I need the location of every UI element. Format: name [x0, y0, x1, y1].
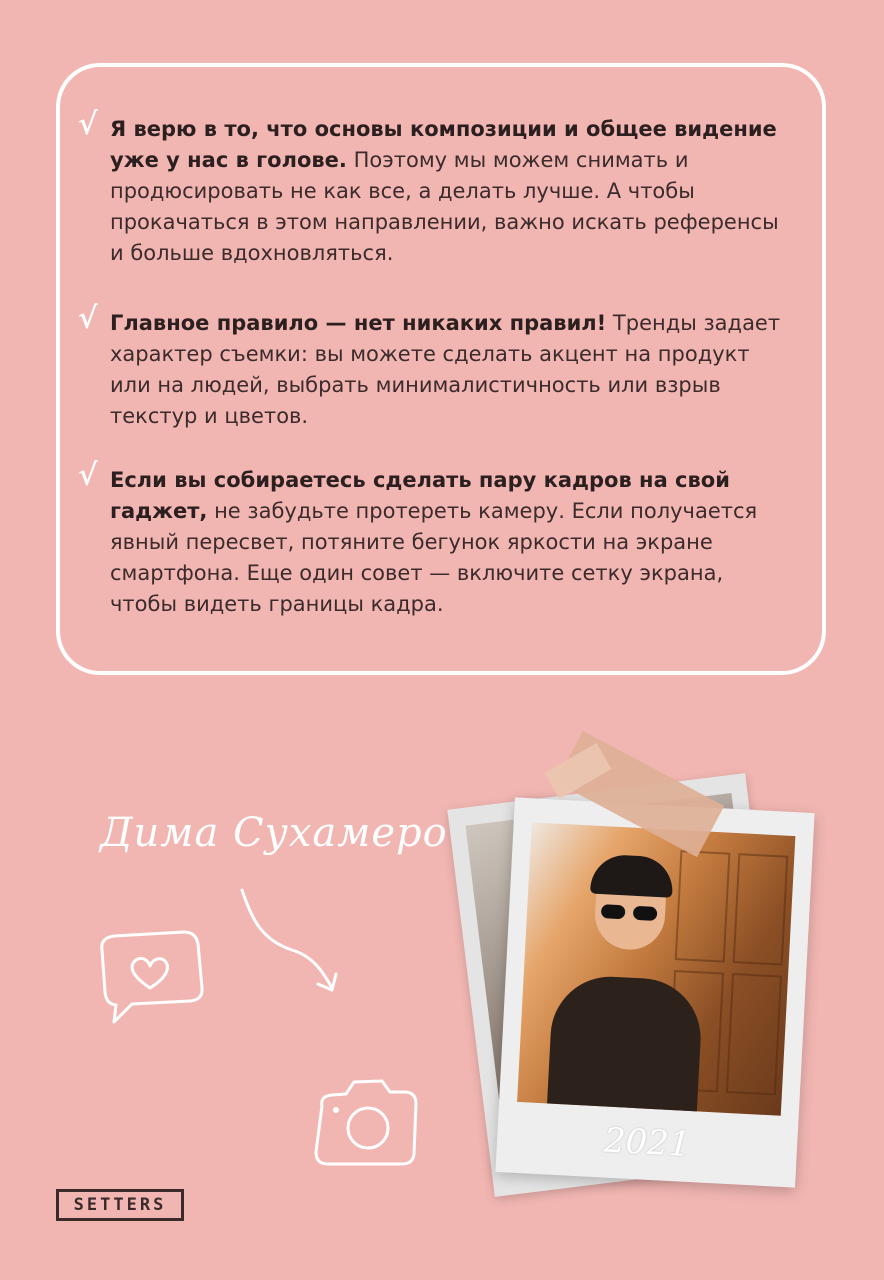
tip-3-bold: Если вы собираетесь сделать пару кадров на свой гаджет,: [110, 468, 730, 523]
polaroid-photo: [495, 797, 814, 1187]
door-panel: [726, 973, 782, 1095]
tip-1-text: [110, 114, 788, 269]
door-panel: [675, 850, 731, 962]
photo-caption: 2021: [602, 1120, 692, 1166]
camera-icon: [310, 1078, 422, 1170]
portrait-photo: [517, 822, 795, 1115]
check-icon: √: [78, 107, 98, 142]
person-hat: [590, 854, 674, 898]
tip-2-bold: Главное правило — нет никаких правил!: [110, 311, 607, 335]
check-icon: √: [78, 301, 98, 336]
tip-3-body: не забудьте протереть камеру. Если получается явный пересвет, потяните бегунок яркости на экране смартфона. Еще один совет — включите сетку экрана, чтобы видеть границы кадра.: [110, 499, 758, 616]
heart-like-icon: [92, 930, 212, 1030]
tip-2-body: Тренды задает характер съемки: вы можете сделать акцент на продукт или на людей, выбрать минималистичность или взрыв текстур и цветов.: [110, 311, 781, 428]
tip-1-bold: Я верю в то, что основы композиции и общее видение уже у нас в голове.: [110, 117, 777, 172]
tip-3: [78, 458, 788, 620]
tip-3-text: [110, 465, 788, 620]
tip-1: [78, 107, 788, 269]
person-body: [547, 974, 704, 1116]
setters-logo: SETTERS: [56, 1189, 184, 1221]
arrow-icon: [232, 880, 352, 1000]
sunglasses: [601, 904, 660, 921]
tip-2: [78, 301, 788, 432]
door-panel: [733, 853, 789, 965]
signature: Дима Сухамеро: [100, 810, 448, 856]
check-icon: √: [78, 458, 98, 493]
tip-2-text: [110, 308, 788, 432]
tip-1-body: Поэтому мы можем снимать и продюсировать не как все, а делать лучше. А чтобы прокачаться в этом направлении, важно искать референсы и больше вдохновляться.: [110, 148, 779, 265]
